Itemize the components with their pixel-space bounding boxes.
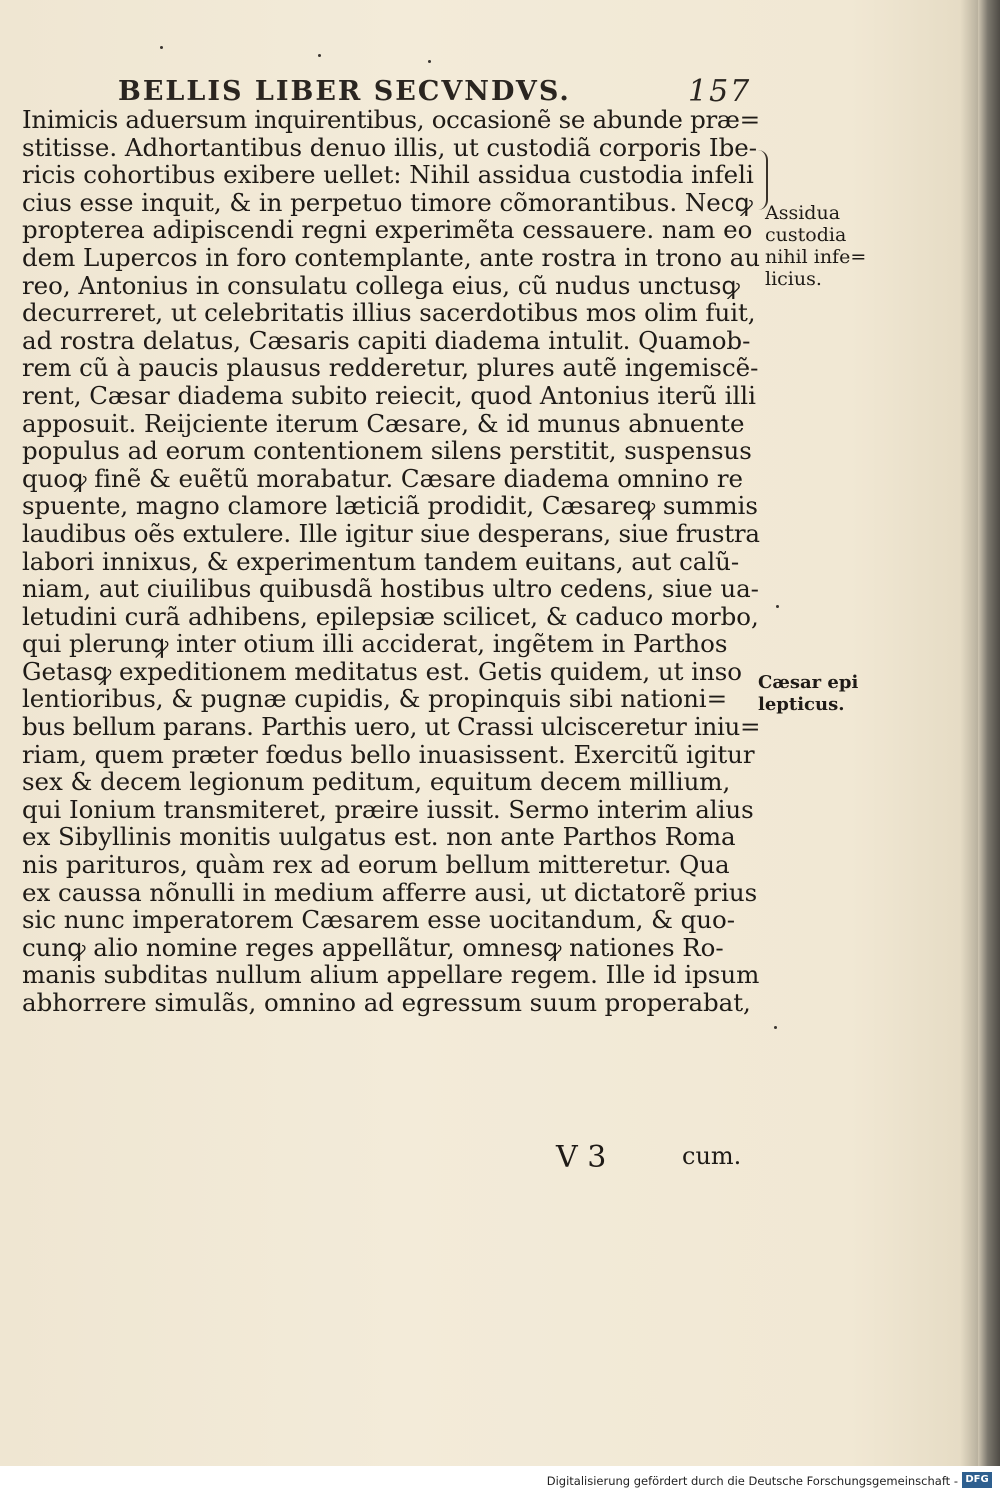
text-line: ex caussa nõnulli in medium afferre ausi, ut dictatorẽ prius	[22, 878, 758, 907]
footer-bar	[0, 1466, 1000, 1496]
dfg-logo: DFG	[962, 1472, 992, 1488]
text-line: Inimicis aduersum inquirentibus, occasionẽ se abunde præ=	[22, 106, 760, 134]
text-line: reo, Antonius in consulatu collega eius, cũ nudus unctusꝙ	[22, 271, 740, 300]
text-line: labori innixus, & experimentum tandem euitans, aut calũ-	[22, 547, 740, 576]
text-line: rent, Cæsar diadema subito reiecit, quod Antonius iterũ illi	[22, 381, 756, 410]
margin-note-assidua-custodia	[765, 202, 875, 290]
text-line: populus ad eorum contentionem silens perstitit, suspensus	[22, 437, 752, 465]
margin-note-line: Cæsar epi	[758, 672, 859, 693]
text-line: qui plerunꝙ inter otium illi acciderat, ingẽtem in Parthos	[22, 630, 728, 658]
text-line: ex Sibyllinis monitis uulgatus est. non ante Parthos Roma	[22, 823, 736, 852]
text-line: rem cũ à paucis plausus redderetur, plures autẽ ingemiscẽ-	[22, 354, 759, 382]
margin-note-line: custodia	[765, 224, 847, 246]
text-line: spuente, magno clamore læticiã prodidit, Cæsareꝙ summis	[22, 492, 758, 520]
text-line: quoꝙ finẽ & euẽtũ morabatur. Cæsare diadema omnino re	[22, 464, 743, 493]
text-line: ad rostra delatus, Cæsaris capiti diadema intulit. Quamob-	[22, 326, 751, 355]
text-line: Getasꝙ expeditionem meditatus est. Getis quidem, ut inso	[22, 657, 742, 686]
margin-note-line: Assidua	[765, 202, 841, 224]
text-line: riam, quem præter fœdus bello inuasissent. Exercitũ igitur	[22, 740, 755, 769]
text-line: manis subditas nullum alium appellare regem. Ille id ipsum	[22, 961, 760, 989]
text-line: decurreret, ut celebritatis illius sacerdotibus mos olim fuit,	[22, 299, 756, 327]
text-line: cunꝙ alio nomine reges appellãtur, omnesꝙ nationes Ro-	[22, 933, 724, 962]
running-head: BELLIS LIBER SECVNDVS.	[118, 76, 571, 107]
ink-speck	[318, 54, 321, 57]
folio-number: 157	[688, 74, 752, 109]
ink-speck	[774, 1026, 777, 1029]
text-line: bus bellum parans. Parthis uero, ut Crassi ulcisceretur iniu=	[22, 713, 761, 741]
funding-credit: Digitalisierung gefördert durch die Deutsche Forschungsgemeinschaft -	[546, 1474, 958, 1488]
text-line: dem Lupercos in foro contemplante, ante rostra in trono au	[22, 243, 761, 272]
signature-mark: V 3	[556, 1140, 607, 1175]
margin-note-caesar-epilepticus	[758, 672, 873, 716]
text-line: cius esse inquit, & in perpetuo timore cõmorantibus. Necꝙ	[22, 188, 753, 217]
text-line: lentioribus, & pugnæ cupidis, & propinquis sibi nationi=	[22, 685, 728, 714]
text-line: letudini curã adhibens, epilepsiæ scilicet, & caduco morbo,	[22, 602, 759, 631]
ink-speck	[160, 46, 163, 49]
text-line: qui Ionium transmiteret, præire iussit. Sermo interim alius	[22, 795, 754, 824]
text-line: ricis cohortibus exibere uellet: Nihil assidua custodia infeli	[22, 161, 754, 189]
margin-note-line: lepticus.	[758, 694, 845, 715]
text-line: sic nunc imperatorem Cæsarem esse uocitandum, & quo-	[22, 906, 735, 934]
text-line: abhorrere simulãs, omnino ad egressum suum properabat,	[22, 989, 751, 1017]
text-line: sex & decem legionum peditum, equitum decem millium,	[22, 768, 731, 796]
ink-speck	[428, 60, 431, 63]
body-text	[22, 106, 762, 1017]
ink-speck	[776, 605, 779, 608]
margin-bracket	[752, 150, 768, 210]
text-line: stitisse. Adhortantibus denuo illis, ut custodiã corporis Ibe-	[22, 133, 757, 162]
margin-note-line: licius.	[765, 268, 822, 290]
text-line: nis parituros, quàm rex ad eorum bellum mitteretur. Qua	[22, 851, 730, 879]
catchword: cum.	[682, 1142, 742, 1170]
text-line: propterea adipiscendi regni experimẽta cessauere. nam eo	[22, 216, 753, 244]
margin-note-line: nihil infe=	[765, 246, 867, 268]
text-line: niam, aut ciuilibus quibusdã hostibus ultro cedens, siue ua-	[22, 575, 759, 603]
text-line: laudibus oẽs extulere. Ille igitur siue desperans, siue frustra	[22, 519, 760, 548]
book-edge	[978, 0, 1000, 1466]
text-line: apposuit. Reijciente iterum Cæsare, & id munus abnuente	[22, 409, 745, 438]
